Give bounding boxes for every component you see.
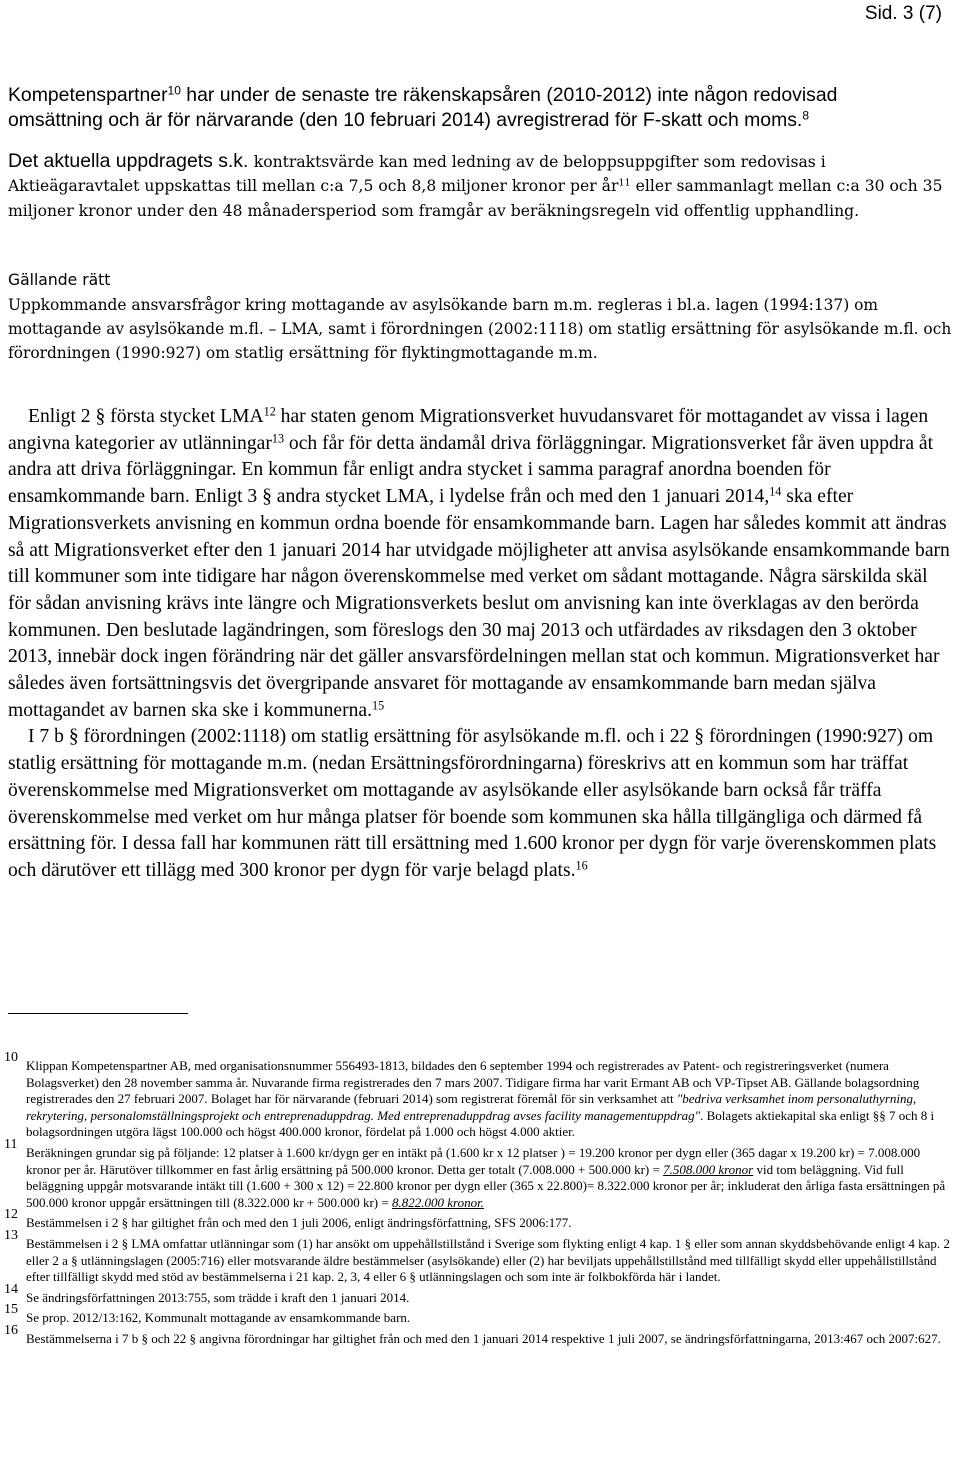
footnote-ref-14[interactable]: 14 — [769, 484, 782, 499]
footnote-12 — [4, 1207, 952, 1232]
para1-text-c: och får för detta ändamål driva förläggningar. Migrationsverket får även uppdra åt andra att driva förläggningar. En kommun får enligt andra stycket i samma paragraf anordna boenden för ensamkommande barn. Enligt 3 § andra stycket LMA, i lydelse från och med den 1 januari 2014, — [8, 432, 934, 508]
footnote-quote: "bedriva verksamhet inom personaluthyrning, rekrytering, personalomställningsprojekt och entreprenaduppdrag. Med entreprenaduppdrag avses facility managementuppdrag" — [26, 1091, 917, 1123]
footnote-separator — [8, 1013, 188, 1014]
footnote-ref-10[interactable]: 10 — [167, 83, 181, 98]
para1-text-a: Enligt 2 § första stycket LMA — [28, 406, 264, 427]
para1-text-b: har staten genom Migrationsverket huvudansvaret för mottagandet av vissa i lagen angivna kategorier av utlänningar — [8, 406, 929, 454]
footnote-text: . Bolagets aktiekapital ska enligt §§ 7 och 8 i bolagsordningen utgöra lägst 100.000 och högst 400.000 kronor, fördelat på 1.000 och högst 4.000 aktier. — [26, 1107, 935, 1140]
contract-text-b: eller sammanlagt mellan c:a 30 och 35 miljoner kronor under den 48 månadersperiod som framgår av beräkningsregeln vid offentlig upphandling. — [8, 177, 943, 220]
footnote-amount: 8.822.000 kronor. — [391, 1194, 484, 1210]
footnote-number: 16 — [4, 1322, 18, 1338]
footnote-text: Bestämmelserna i 7 b § och 22 § angivna förordningar har giltighet från och med den 1 januari 2014 respektive 1 juli 2007, se ändringsförfattningarna, 2013:467 och 2007:627. — [26, 1330, 941, 1346]
intro-text-c: Det aktuella uppdragets s.k. — [8, 150, 254, 172]
main-text — [8, 404, 952, 885]
footnote-14 — [4, 1281, 952, 1307]
footnote-number: 13 — [4, 1227, 18, 1243]
law-paragraph — [8, 293, 952, 366]
footnote-text: Se prop. 2012/13:162, Kommunalt mottagande av ensamkommande barn. — [26, 1310, 411, 1326]
footnote-text: Se ändringsförfattningen 2013:755, som trädde i kraft den 1 januari 2014. — [26, 1289, 410, 1305]
intro-paragraph — [8, 83, 936, 132]
footnote-11 — [4, 1136, 952, 1211]
footnote-ref-12[interactable]: 12 — [263, 404, 276, 419]
footnote-16 — [4, 1322, 952, 1348]
footnote-text: Klippan Kompetenspartner AB, med organisationsnummer 556493-1813, bildades den 6 september 1994 och registrerades av Patent- och registreringsverket (numera Bolagsverket) den 28 november samma år. Nuvarande firma registrerades den 7 mars 2007. Tidigare firma har varit Ermant AB och VP-Tipset AB. Gällande bolagsordning registrerades den 27 februari 2007. Bolaget har för närvarande (februari 2014) som registrerat föremål för sin verksamhet att — [26, 1058, 920, 1107]
footnote-number: 10 — [4, 1050, 18, 1065]
footnote-text: Beräkningen grundar sig på följande: 12 platser à 1.600 kr/dygn ger en intäkt på (1.600 kr x 12 platser ) = 19.200 kronor per dygn eller (365 dagar x 19.200 kr) = 7.008.000 kronor per år. Härutöver tillkommer en fast årlig ersättning på 500.000 kronor. Detta ger totalt (7.008.000 + 500.000 kr) = — [26, 1144, 921, 1177]
footnote-13 — [4, 1227, 952, 1286]
footnote-ref-13[interactable]: 13 — [271, 431, 285, 446]
footnote-15 — [4, 1302, 952, 1327]
footnote-number: 11 — [4, 1136, 18, 1152]
intro-text-a: Kompetenspartner — [8, 84, 168, 106]
paragraph-lma — [8, 404, 952, 724]
section-heading: Gällande rätt — [8, 271, 111, 289]
footnote-number: 12 — [4, 1207, 18, 1223]
page-number: Sid. 3 (7) — [864, 3, 942, 24]
footnote-number: 14 — [4, 1281, 18, 1297]
law-text: Uppkommande ansvarsfrågor kring mottagande av asylsökande barn m.m. regleras i bl.a. lagen (1994:137) om mottagande av asylsökande m.fl. – LMA, samt i förordningen (2002:1118) om statlig ersättning för asylsökande m.fl. och förordningen (1990:927) om statlig ersättning för flyktingmottagande m.m. — [8, 296, 952, 363]
para2-text-a: I 7 b § förordningen (2002:1118) om statlig ersättning för asylsökande m.fl. och i 22 § förordningen (1990:927) om statlig ersättning för mottagande m.m. (nedan Ersättningsförordningarna) föreskrivs att en kommun som har träffat överenskommelse med Migrationsverket om mottagande av asylsökande eller asylsökande barn också får träffa överenskommelse med verket om hur många platser för boende som kommunen ska hålla tillgängliga och därmed få ersättning för. I dessa fall har kommunen rätt till ersättning med 1.600 kronor per dygn för varje överenskommen plats och därutöver ett tillägg med 300 kronor per dygn för varje belagd plats. — [8, 726, 937, 881]
footnote-text: vid tom beläggning. Vid full beläggning uppgår motsvarande intäkt till (1.600 + 300 x 12) = 22.800 kronor per dygn eller (365 x 22.800)= 8.322.000 kronor per år; inkluderat den årliga fasta ersättningen på 500.000 kronor uppgår ersättningen till (8.322.000 kr + 500.000 kr) = — [26, 1161, 946, 1210]
para1-text-d: ska efter Migrationsverkets anvisning en kommun ordna boende för ensamkommande barn. Lagen har således kommit att ändras så att Migrationsverket efter den 1 januari 2014 har utvidgade möjligheter att anvisa asylsökande ensamkommande barn till kommuner som inte tidigare har någon överenskommelse med verket om sådant mottagande. Några särskilda skäl för sådan anvisning krävs inte längre och Migrationsverkets beslut om anvisning kan inte överklagas av den berörda kommunen. Den beslutade lagändringen, som föreslogs den 30 maj 2013 och utfärdades av riksdagen den 3 oktober 2013, innebär dock ingen förändring när det gäller ansvarsfördelningen mellan stat och kommun. Migrationsverket har således även fortsättningsvis det övergripande ansvaret för mottagande av ensamkommande barn medan själva mottagandet av barnen ska ske i kommunerna. — [8, 486, 950, 721]
footnote-ref-8[interactable]: 8 — [802, 107, 810, 122]
footnotes — [4, 1050, 952, 1352]
contract-text-a: kontraktsvärde kan med ledning av de beloppsuppgifter som redovisas i Aktieägaravtalet uppskattas till mellan c:a 7,5 och 8,8 miljoner kronor per år — [8, 153, 826, 196]
footnote-text: Bestämmelsen i 2 § har giltighet från och med den 1 juli 2006, enligt ändringsförfattning, SFS 2006:177. — [26, 1215, 572, 1231]
footnote-amount: 7.508.000 kronor — [663, 1161, 754, 1177]
footnote-ref-16[interactable]: 16 — [575, 858, 588, 873]
footnote-text: Bestämmelsen i 2 § LMA omfattar utlänningar som (1) har ansökt om uppehållstillstånd i Sverige som flykting enligt 4 kap. 1 § eller som annan skyddsbehövande enligt 4 kap. 2 eller 2 a § utlänningslagen (2005:716) eller motsvarande äldre bestämmelser (asylsökande) eller (2) har beviljats uppehållstillstånd med tillfälligt skydd eller uppehållstillstånd efter tillfälligt skydd med stöd av bestämmelserna i 21 kap. 2, 3, 4 eller 6 § utlänningslagen och som inte är folkbokförda här i landet. — [26, 1235, 950, 1285]
contract-paragraph — [8, 149, 952, 223]
footnote-10 — [4, 1050, 952, 1141]
footnote-ref-15[interactable]: 15 — [372, 698, 385, 713]
paragraph-ersattning — [8, 724, 952, 884]
footnote-ref-11[interactable]: 11 — [618, 178, 631, 190]
footnote-number: 15 — [4, 1302, 18, 1318]
intro-text-b: har under de senaste tre räkenskapsåren (2010-2012) inte någon redovisad omsättning och är för närvarande (den 10 februari 2014) avregistrerad för F-skatt och moms. — [8, 84, 838, 131]
